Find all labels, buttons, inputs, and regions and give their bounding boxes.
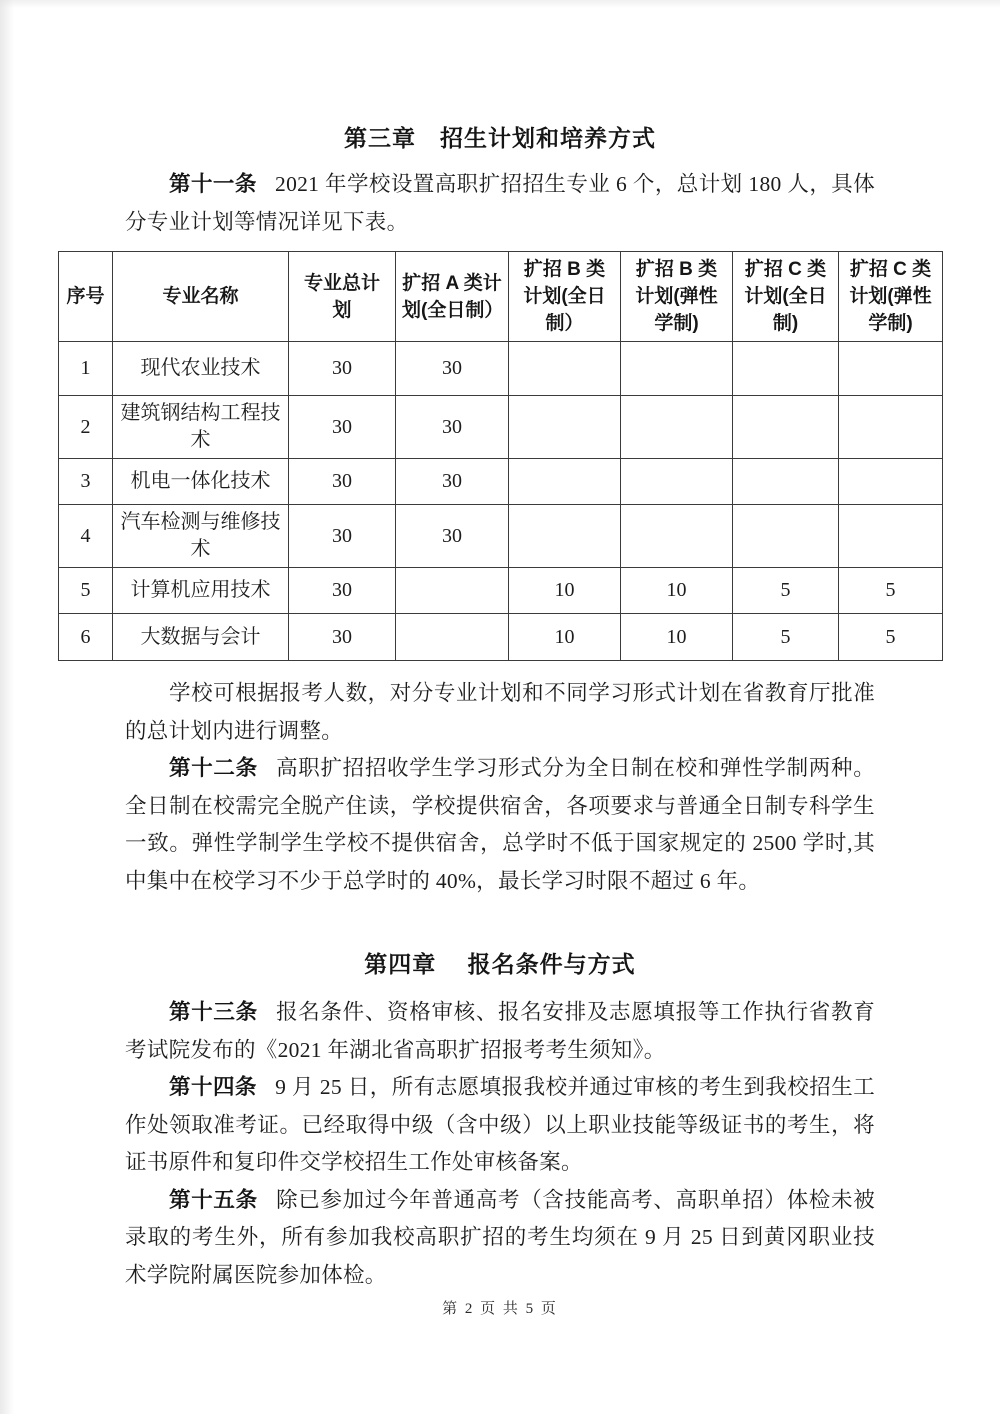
table-cell (509, 342, 621, 396)
header-cell-type-c-flexible: 扩招 C 类计划(弹性学制) (839, 252, 943, 342)
table-cell: 5 (59, 568, 113, 614)
table-row (59, 568, 943, 614)
chapter4-heading: 第四章 报名条件与方式 (364, 951, 636, 977)
table-cell (733, 342, 839, 396)
header-cell-type-a-fulltime: 扩招 A 类计划(全日制） (396, 252, 509, 342)
table-row (59, 505, 943, 568)
table-cell: 10 (509, 568, 621, 614)
article-11-label: 第十一条 (169, 172, 257, 196)
table-row (59, 614, 943, 661)
table-cell (733, 459, 839, 505)
table-row (59, 342, 943, 396)
table-cell: 30 (289, 459, 396, 505)
table-cell: 30 (289, 396, 396, 459)
table-cell (509, 505, 621, 568)
table-cell: 5 (839, 614, 943, 661)
header-cell-index: 序号 (59, 252, 113, 342)
table-cell (509, 396, 621, 459)
table-cell (839, 342, 943, 396)
table-cell: 30 (289, 614, 396, 661)
table-cell: 2 (59, 396, 113, 459)
paragraph-adjustment-note (125, 675, 875, 750)
table-cell (621, 342, 733, 396)
table-cell: 10 (621, 614, 733, 661)
adjustment-note-text: 学校可根据报考人数，对分专业计划和不同学习形式计划在省教育厅批准的总计划内进行调整。 (125, 681, 875, 743)
article-13-text: 报名条件、资格审核、报名安排及志愿填报等工作执行省教育考试院发布的《2021 年湖北省高职扩招报考考生须知》。 (125, 1000, 875, 1062)
table-cell: 30 (396, 396, 509, 459)
article-14-text: 9 月 25 日，所有志愿填报我校并通过审核的考生到我校招生工作处领取准考证。已经取得中级（含中级）以上职业技能等级证书的考生，将证书原件和复印件交学校招生工作处审核备案。 (125, 1075, 875, 1174)
table-cell: 30 (396, 459, 509, 505)
page-number-footer: 第 2 页 共 5 页 (442, 1301, 558, 1317)
table-cell: 30 (289, 342, 396, 396)
table-header-row (59, 252, 943, 342)
header-cell-total-plan: 专业总计划 (289, 252, 396, 342)
article-12-label: 第十二条 (169, 756, 258, 780)
table-cell (733, 505, 839, 568)
table-cell: 现代农业技术 (113, 342, 289, 396)
table-cell: 5 (839, 568, 943, 614)
table-cell: 3 (59, 459, 113, 505)
table-cell: 建筑钢结构工程技术 (113, 396, 289, 459)
table-cell: 机电一体化技术 (113, 459, 289, 505)
table-cell (396, 568, 509, 614)
paragraph-article-15 (125, 1182, 875, 1295)
header-cell-major-name: 专业名称 (113, 252, 289, 342)
table-cell: 5 (733, 568, 839, 614)
table-cell (509, 459, 621, 505)
paragraph-article-14 (125, 1069, 875, 1182)
paragraph-article-11 (125, 166, 875, 241)
header-cell-type-b-flexible: 扩招 B 类计划(弹性学制) (621, 252, 733, 342)
paragraph-article-12 (125, 750, 875, 900)
table-cell: 汽车检测与维修技术 (113, 505, 289, 568)
table-cell (839, 396, 943, 459)
table-cell: 30 (289, 568, 396, 614)
chapter3-heading: 第三章 招生计划和培养方式 (344, 125, 656, 151)
table-row (59, 459, 943, 505)
table-cell: 大数据与会计 (113, 614, 289, 661)
header-cell-type-c-fulltime: 扩招 C 类计划(全日制) (733, 252, 839, 342)
table-cell (621, 459, 733, 505)
table-row (59, 396, 943, 459)
table-cell (621, 505, 733, 568)
table-cell: 30 (289, 505, 396, 568)
table-cell (839, 505, 943, 568)
enrollment-plan-table (58, 251, 943, 661)
table-cell (733, 396, 839, 459)
table-cell: 5 (733, 614, 839, 661)
table-cell: 10 (509, 614, 621, 661)
paragraph-article-13 (125, 994, 875, 1069)
table-cell: 6 (59, 614, 113, 661)
table-cell (396, 614, 509, 661)
table-cell: 1 (59, 342, 113, 396)
table-cell: 4 (59, 505, 113, 568)
article-15-text: 除已参加过今年普通高考（含技能高考、高职单招）体检未被录取的考生外，所有参加我校高职扩招的考生均须在 9 月 25 日到黄冈职业技术学院附属医院参加体检。 (125, 1187, 875, 1287)
article-13-label: 第十三条 (169, 1000, 258, 1024)
table-cell: 30 (396, 505, 509, 568)
article-14-label: 第十四条 (169, 1075, 257, 1099)
table-cell (839, 459, 943, 505)
table-cell: 计算机应用技术 (113, 568, 289, 614)
table-cell (621, 396, 733, 459)
header-cell-type-b-fulltime: 扩招 B 类计划(全日制） (509, 252, 621, 342)
article-15-label: 第十五条 (169, 1187, 258, 1212)
article-12-text: 高职扩招招收学生学习形式分为全日制在校和弹性学制两种。全日制在校需完全脱产住读，学校提供宿舍，各项要求与普通全日制专科学生一致。弹性学制学生学校不提供宿舍，总学时不低于国家规定的 2500 学时,其中集中在校学习不少于总学时的 40%，最长学习时限不超过 6 年。 (125, 756, 875, 893)
table-cell: 30 (396, 342, 509, 396)
article-11-text: 2021 年学校设置高职扩招招生专业 6 个，总计划 180 人，具体分专业计划等情况详见下表。 (125, 172, 875, 234)
table-cell: 10 (621, 568, 733, 614)
